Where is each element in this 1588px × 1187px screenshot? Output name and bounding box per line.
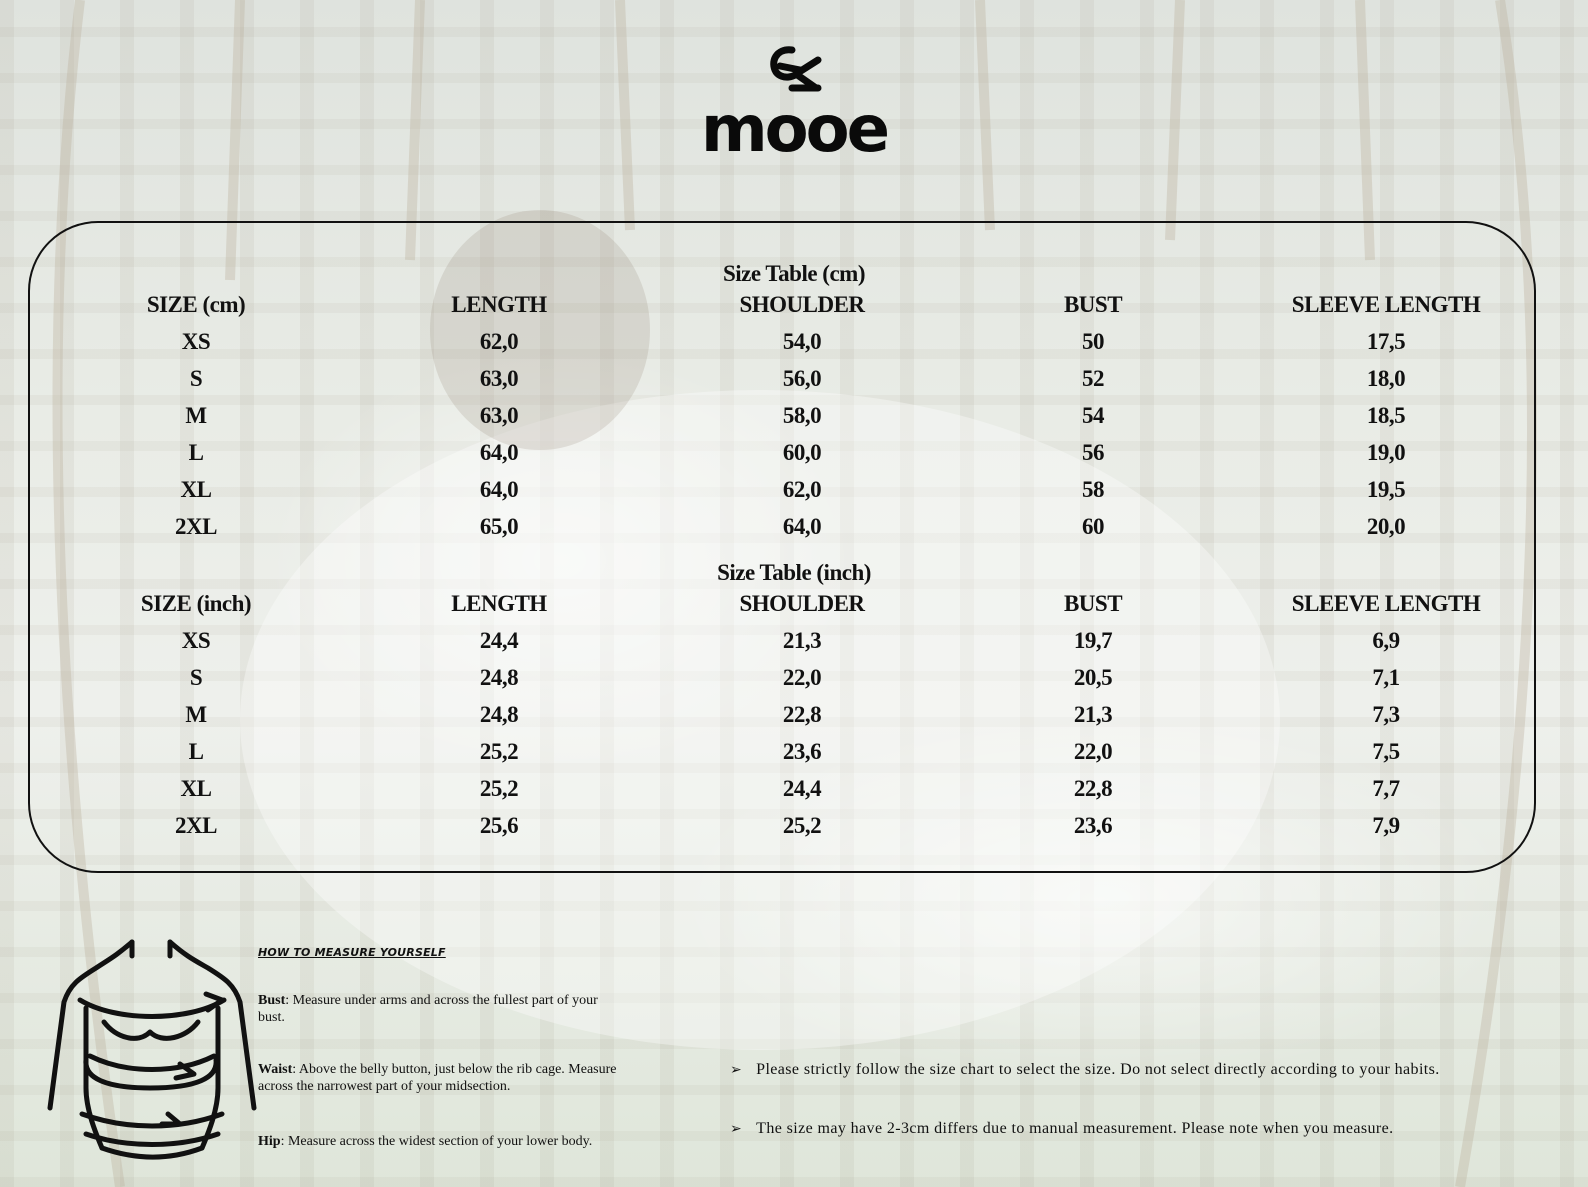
table-row <box>0 440 1588 474</box>
header-bust: BUST <box>1063 591 1123 616</box>
table-row <box>0 628 1588 662</box>
table-row <box>0 403 1588 437</box>
cell-shoulder: 62,0 <box>782 477 822 502</box>
cell-sleeve-length: 20,0 <box>1366 514 1406 539</box>
table-row <box>0 477 1588 511</box>
waist-text: : Above the belly button, just below the rib cage. Measure across the narrowest part of your midsection. <box>258 1062 617 1094</box>
header-bust: BUST <box>1063 292 1123 317</box>
cell-size: XS <box>181 628 211 653</box>
header-size: SIZE (cm) <box>146 292 246 317</box>
cell-shoulder: 60,0 <box>782 440 822 465</box>
cell-sleeve-length: 17,5 <box>1366 329 1406 354</box>
cell-bust: 22,0 <box>1073 739 1113 764</box>
waist-instruction <box>258 1061 623 1095</box>
header-sleeve-length: SLEEVE LENGTH <box>1291 591 1481 616</box>
cm-table-caption: Size Table (cm) <box>723 261 865 286</box>
brand-logo <box>0 44 1588 167</box>
inch-table-header <box>0 591 1588 625</box>
cell-shoulder: 23,6 <box>782 739 822 764</box>
cell-size: XS <box>181 329 211 354</box>
cell-bust: 58 <box>1082 477 1104 502</box>
cell-sleeve-length: 7,3 <box>1372 702 1400 727</box>
mooe-logo-icon <box>766 44 822 92</box>
header-length: LENGTH <box>451 591 547 616</box>
cell-shoulder: 22,8 <box>782 702 822 727</box>
header-size: SIZE (inch) <box>140 591 252 616</box>
cell-length: 25,2 <box>479 776 519 801</box>
cell-sleeve-length: 7,5 <box>1372 739 1400 764</box>
cell-length: 65,0 <box>479 514 519 539</box>
cell-sleeve-length: 19,0 <box>1366 440 1406 465</box>
table-row <box>0 776 1588 810</box>
cell-bust: 52 <box>1082 366 1104 391</box>
cell-sleeve-length: 18,5 <box>1366 403 1406 428</box>
cell-bust: 22,8 <box>1073 776 1113 801</box>
table-row <box>0 366 1588 400</box>
note-text: Please strictly follow the size chart to select the size. Do not select directly according to your habits. <box>756 1061 1440 1078</box>
header-shoulder: SHOULDER <box>739 591 865 616</box>
cell-shoulder: 22,0 <box>782 665 822 690</box>
cell-size: S <box>189 366 203 391</box>
cell-bust: 60 <box>1082 514 1104 539</box>
cell-size: L <box>188 739 204 764</box>
cell-length: 24,8 <box>479 665 519 690</box>
cell-length: 25,2 <box>479 739 519 764</box>
header-length: LENGTH <box>451 292 547 317</box>
table-row <box>0 739 1588 773</box>
table-row <box>0 702 1588 736</box>
hip-text: : Measure across the widest section of your lower body. <box>280 1134 593 1149</box>
hip-instruction <box>258 1133 623 1150</box>
cell-shoulder: 58,0 <box>782 403 822 428</box>
cell-length: 64,0 <box>479 440 519 465</box>
arrow-bullet-icon: ➢ <box>730 1121 743 1137</box>
table-row <box>0 329 1588 363</box>
cell-length: 62,0 <box>479 329 519 354</box>
cell-shoulder: 64,0 <box>782 514 822 539</box>
table-row <box>0 813 1588 847</box>
cell-shoulder: 54,0 <box>782 329 822 354</box>
cell-length: 25,6 <box>479 813 519 838</box>
cell-bust: 23,6 <box>1073 813 1113 838</box>
body-measure-icon <box>46 938 260 1160</box>
cell-bust: 21,3 <box>1073 702 1113 727</box>
cell-length: 63,0 <box>479 366 519 391</box>
cell-sleeve-length: 18,0 <box>1366 366 1406 391</box>
cell-bust: 20,5 <box>1073 665 1113 690</box>
size-note <box>730 1061 1440 1079</box>
cell-shoulder: 24,4 <box>782 776 822 801</box>
brand-wordmark: mooe <box>700 93 888 167</box>
cell-bust: 54 <box>1082 403 1104 428</box>
cell-size: XL <box>180 477 212 502</box>
cell-shoulder: 21,3 <box>782 628 822 653</box>
cell-size: 2XL <box>175 813 217 838</box>
waist-label: Waist <box>258 1062 293 1077</box>
cell-shoulder: 25,2 <box>782 813 822 838</box>
cell-size: 2XL <box>175 514 217 539</box>
cell-bust: 19,7 <box>1073 628 1113 653</box>
cell-length: 24,8 <box>479 702 519 727</box>
cell-length: 24,4 <box>479 628 519 653</box>
size-note <box>730 1120 1394 1138</box>
bust-instruction <box>258 992 623 1026</box>
header-sleeve-length: SLEEVE LENGTH <box>1291 292 1481 317</box>
cell-size: S <box>189 665 203 690</box>
cell-shoulder: 56,0 <box>782 366 822 391</box>
hip-label: Hip <box>258 1134 281 1149</box>
cell-sleeve-length: 19,5 <box>1366 477 1406 502</box>
note-text: The size may have 2-3cm differs due to manual measurement. Please note when you measure. <box>756 1120 1394 1137</box>
how-to-measure-title: HOW TO MEASURE YOURSELF <box>258 946 446 959</box>
bust-text: : Measure under arms and across the fullest part of your bust. <box>258 993 598 1025</box>
inch-table-caption: Size Table (inch) <box>717 560 871 585</box>
bust-label: Bust <box>258 993 286 1008</box>
cell-size: M <box>185 702 207 727</box>
cell-bust: 50 <box>1082 329 1104 354</box>
table-row <box>0 514 1588 548</box>
cell-sleeve-length: 7,9 <box>1372 813 1400 838</box>
cell-sleeve-length: 6,9 <box>1372 628 1400 653</box>
cell-sleeve-length: 7,1 <box>1372 665 1400 690</box>
header-shoulder: SHOULDER <box>739 292 865 317</box>
cm-table-header <box>0 292 1588 326</box>
cell-size: M <box>185 403 207 428</box>
arrow-bullet-icon: ➢ <box>730 1062 743 1078</box>
table-row <box>0 665 1588 699</box>
cell-length: 63,0 <box>479 403 519 428</box>
cell-size: L <box>188 440 204 465</box>
cell-length: 64,0 <box>479 477 519 502</box>
cell-bust: 56 <box>1082 440 1104 465</box>
cell-size: XL <box>180 776 212 801</box>
cell-sleeve-length: 7,7 <box>1372 776 1400 801</box>
